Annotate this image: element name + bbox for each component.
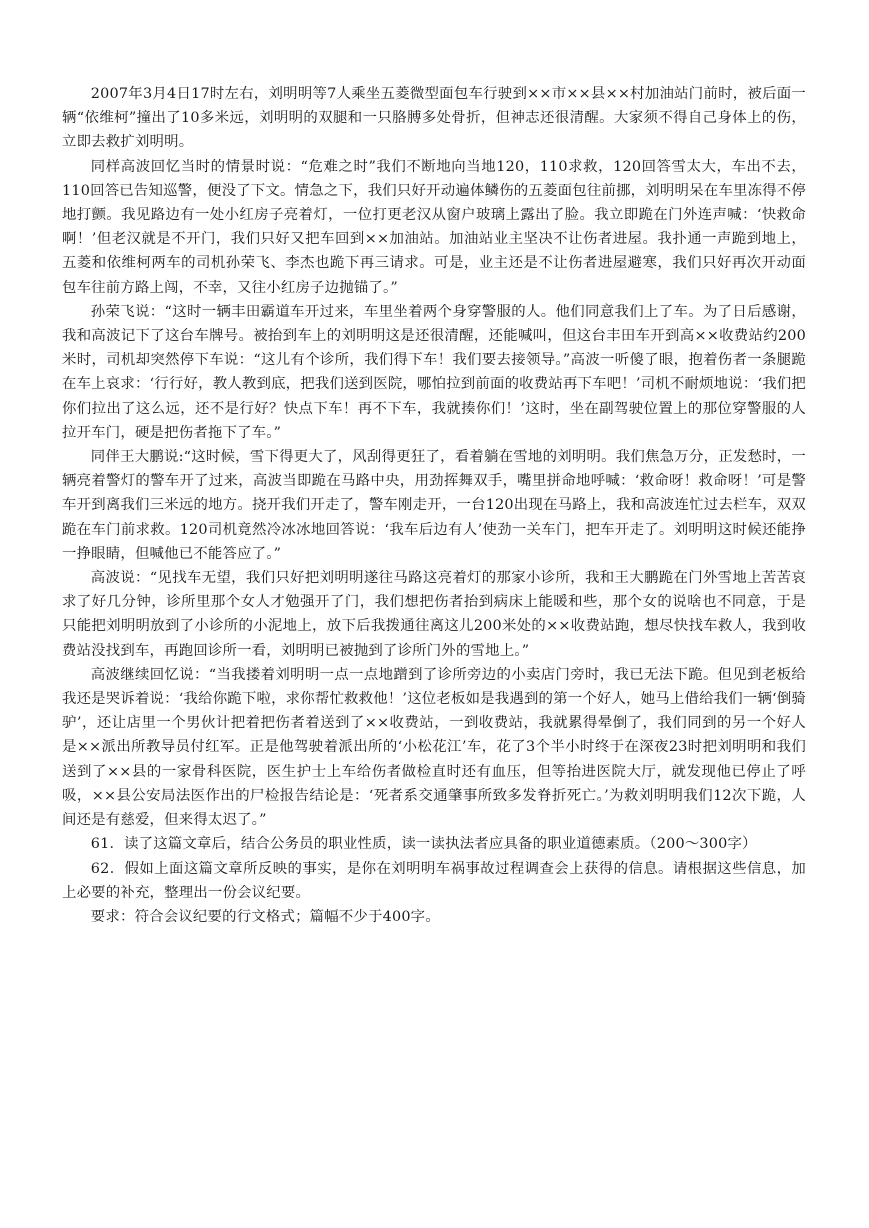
paragraph-gaobo-recollection: 同样高波回忆当时的情景时说：“危难之时”我们不断地向当地120，110求救，120回答雪太大，车出不去，110回答已告知巡警，便没了下文。情急之下，我们只好开动遍体鳞伤的五菱面包往前挪，刘明明呆在车里冻得不停地打颤。我见路边有一处小红房子亮着灯，一位打更老汉从窗户玻璃上露出了脸。我立即跪在门外连声喊：‘快救命啊！’但老汉就是不开门，我们只好又把车回到××加油站。加油站业主坚决不让伤者进屋。我扑通一声跪到地上，五菱和依维柯两车的司机孙荣飞、李杰也跪下再三请求。可是，业主还是不让伤者进屋避寒，我们只好再次开动面包车往前方路上闯，不幸，又往小红房子边抛锚了。” xyxy=(62,158,806,296)
paragraph-gaobo-continued: 高波继续回忆说：“当我搂着刘明明一点一点地蹭到了诊所旁边的小卖店门旁时，我已无法下跪。但见到老板给我还是哭诉着说：‘我给你跪下啦，求你帮忙救救他！’这位老板如是我遇到的第一个好人，她马上借给我们一辆‘倒骑驴’，还让店里一个男伙计把着把伤者着送到了××收费站，一到收费站，我就累得晕倒了，我们同到的另一个好人是××派出所教导员付红军。正是他驾驶着派出所的‘小松花江’车，花了3个半小时终于在深夜23时把刘明明和我们送到了××县的一家骨科医院，医生护士上车给伤者做检直时还有血压，但等抬进医院大厅，就发现他已停止了呼吸，××县公安局法医作出的尸检报告结论是：‘死者系交通肇事所致多发脊折死亡。’为救刘明明我们12次下跪，人间还是有慈爱，但来得太迟了。” xyxy=(62,666,806,829)
question-61: 61．读了这篇文章后，结合公务员的职业性质，读一读执法者应具备的职业道德素质。（200～300字） xyxy=(90,836,757,853)
paragraph-gaobo-clinic: 高波说：“见找车无望，我们只好把刘明明遂往马路这亮着灯的那家小诊所，我和王大鹏跪在门外雪地上苦苦哀求了好几分钟，诊所里那个女人才勉强开了门，我们想把伤者抬到病床上能暖和些，那个女的说啥也不同意，于是只能把刘明明放到了小诊所的小泥地上，放下后我拨通往离这儿200米处的××收费站跑，想尽快找车救人，我到收费站没找到车，再跑回诊所一看，刘明明已被抛到了诊所门外的雪地上。” xyxy=(62,570,806,659)
question-62: 62．假如上面这篇文章所反映的事实，是你在刘明明车祸事故过程调查会上获得的信息。请根据这些信息，加上必要的补充，整理出一份会议纪要。 xyxy=(62,860,806,901)
paragraph-wangdapeng-account: 同伴王大鹏说:“这时候，雪下得更大了，风刮得更狂了，看着躺在雪地的刘明明。我们焦急万分，正发愁时，一辆亮着警灯的警车开了过来，高波当即跪在马路中央，用劲挥舞双手，嘴里拼命地呼喊：‘救命呀！救命呀！’可是警车开到离我们三米远的地方。挠开我们开走了，警车刚走开，一台120出现在马路上，我和高波连忙过去栏车，双双跪在车门前求救。120司机竟然冷冰冰地回答说：‘我车后边有人’使劲一关车门，把车开走了。刘明明这时候还能挣一挣眼睛，但喊他已不能答应了。” xyxy=(62,449,806,562)
paragraph-accident-intro: 2007年3月4日17时左右，刘明明等7人乘坐五菱微型面包车行驶到××市××县××村加油站门前时，被后面一辆“依维柯”撞出了10多米远，刘明明的双腿和一只胳膊多处骨折，但神志还很清醒。大家须不得自己身体上的伤，立即去救扩刘明明。 xyxy=(62,86,806,151)
paragraph-sunrongfei-account: 孙荣飞说：“这时一辆丰田霸道车开过来，车里坐着两个身穿警服的人。他们同意我们上了车。为了日后感谢，我和高波记下了这台车牌号。被抬到车上的刘明明这是还很清醒，还能喊叫，但这台丰田车开到高××收费站约200米时，司机却突然停下车说：“这儿有个诊所，我们得下车！我们要去接领导。”高波一听傻了眼，抱着伤者一条腿跪在车上哀求：‘行行好，教人教到底，把我们送到医院，哪怕拉到前面的收费站再下车吧！’司机不耐烦地说：‘我们把你们拉出了这么远，还不是行好？快点下车！再不下车，我就揍你们！’这时，坐在副驾驶位置上的那位穿警服的人拉开车门，硬是把伤者拖下了车。” xyxy=(62,303,806,441)
requirement-note: 要求：符合会议纪要的行文格式；篇幅不少于400字。 xyxy=(90,908,440,925)
document-body xyxy=(62,82,806,929)
